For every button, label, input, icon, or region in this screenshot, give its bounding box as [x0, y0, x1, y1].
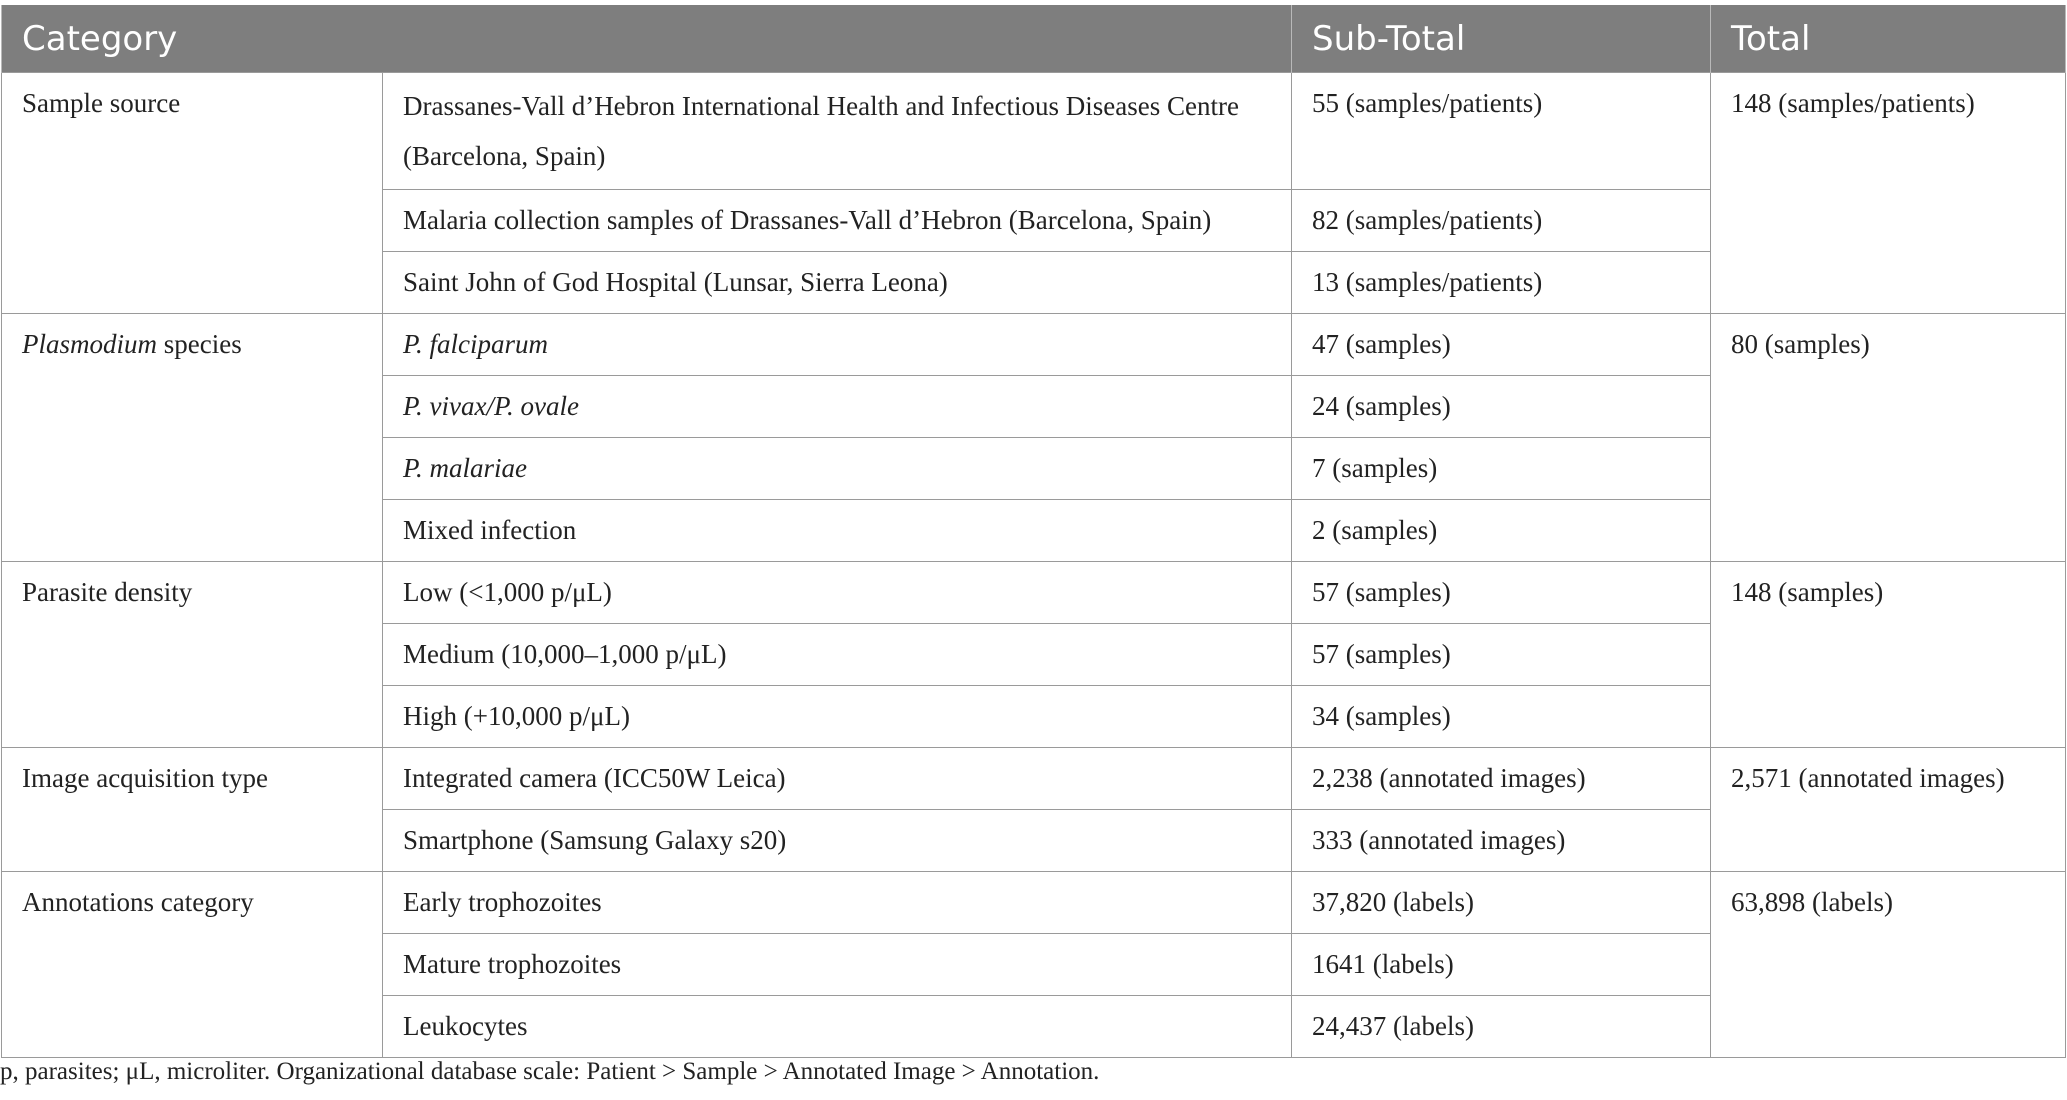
- dataset-table-container: [1, 5, 2065, 1058]
- total-cell: 63,898 (labels): [1711, 872, 2066, 1058]
- header-category: Category: [2, 5, 1292, 73]
- item-cell: [383, 438, 1292, 500]
- category-cell: Parasite density: [2, 562, 383, 748]
- table-row: [2, 73, 2066, 190]
- subtotal-cell: 24 (samples): [1292, 376, 1711, 438]
- subtotal-cell: 55 (samples/patients): [1292, 73, 1711, 190]
- item-cell: [383, 376, 1292, 438]
- subtotal-cell: 57 (samples): [1292, 562, 1711, 624]
- subtotal-cell: 82 (samples/patients): [1292, 190, 1711, 252]
- total-cell: 148 (samples): [1711, 562, 2066, 748]
- item-cell: Saint John of God Hospital (Lunsar, Sierra Leona): [383, 252, 1292, 314]
- category-cell: Sample source: [2, 73, 383, 314]
- item-cell: [383, 314, 1292, 376]
- subtotal-cell: 47 (samples): [1292, 314, 1711, 376]
- table-row: [2, 872, 2066, 934]
- table-header: [2, 5, 2066, 73]
- item-cell: Leukocytes: [383, 996, 1292, 1058]
- category-cell: [2, 314, 383, 562]
- item-cell: Integrated camera (ICC50W Leica): [383, 748, 1292, 810]
- item-cell: Early trophozoites: [383, 872, 1292, 934]
- subtotal-cell: 24,437 (labels): [1292, 996, 1711, 1058]
- table-row: [2, 748, 2066, 810]
- category-cell: Annotations category: [2, 872, 383, 1058]
- subtotal-cell: 34 (samples): [1292, 686, 1711, 748]
- subtotal-cell: 37,820 (labels): [1292, 872, 1711, 934]
- item-cell: Smartphone (Samsung Galaxy s20): [383, 810, 1292, 872]
- species-name: P. falciparum: [403, 329, 549, 359]
- item-cell: Medium (10,000–1,000 p/μL): [383, 624, 1292, 686]
- subtotal-cell: 2 (samples): [1292, 500, 1711, 562]
- subtotal-cell: 1641 (labels): [1292, 934, 1711, 996]
- species-name: P. vivax/P. ovale: [403, 391, 579, 421]
- item-cell: Mature trophozoites: [383, 934, 1292, 996]
- category-rest-text: species: [157, 329, 242, 359]
- species-name: P. malariae: [403, 453, 528, 483]
- table-body: [2, 73, 2066, 1058]
- total-cell: 2,571 (annotated images): [1711, 748, 2066, 872]
- category-cell: Image acquisition type: [2, 748, 383, 872]
- header-subtotal: Sub-Total: [1292, 5, 1711, 73]
- table-footnote: p, parasites; μL, microliter. Organizational database scale: Patient > Sample > Annotated Image > Annotation.: [0, 1058, 1100, 1085]
- subtotal-cell: 13 (samples/patients): [1292, 252, 1711, 314]
- total-cell: 148 (samples/patients): [1711, 73, 2066, 314]
- item-cell: Low (<1,000 p/μL): [383, 562, 1292, 624]
- item-cell: Mixed infection: [383, 500, 1292, 562]
- header-total: Total: [1711, 5, 2066, 73]
- item-cell: High (+10,000 p/μL): [383, 686, 1292, 748]
- header-row: [2, 5, 2066, 73]
- subtotal-cell: 333 (annotated images): [1292, 810, 1711, 872]
- table-row: [2, 314, 2066, 376]
- dataset-summary-table: [1, 5, 2066, 1058]
- subtotal-cell: 2,238 (annotated images): [1292, 748, 1711, 810]
- subtotal-cell: 7 (samples): [1292, 438, 1711, 500]
- total-cell: 80 (samples): [1711, 314, 2066, 562]
- item-cell: Malaria collection samples of Drassanes-Vall d’Hebron (Barcelona, Spain): [383, 190, 1292, 252]
- item-cell: Drassanes-Vall d’Hebron International Health and Infectious Diseases Centre (Barcelona, Spain): [383, 73, 1292, 190]
- category-italic-text: Plasmodium: [22, 329, 157, 359]
- subtotal-cell: 57 (samples): [1292, 624, 1711, 686]
- table-row: [2, 562, 2066, 624]
